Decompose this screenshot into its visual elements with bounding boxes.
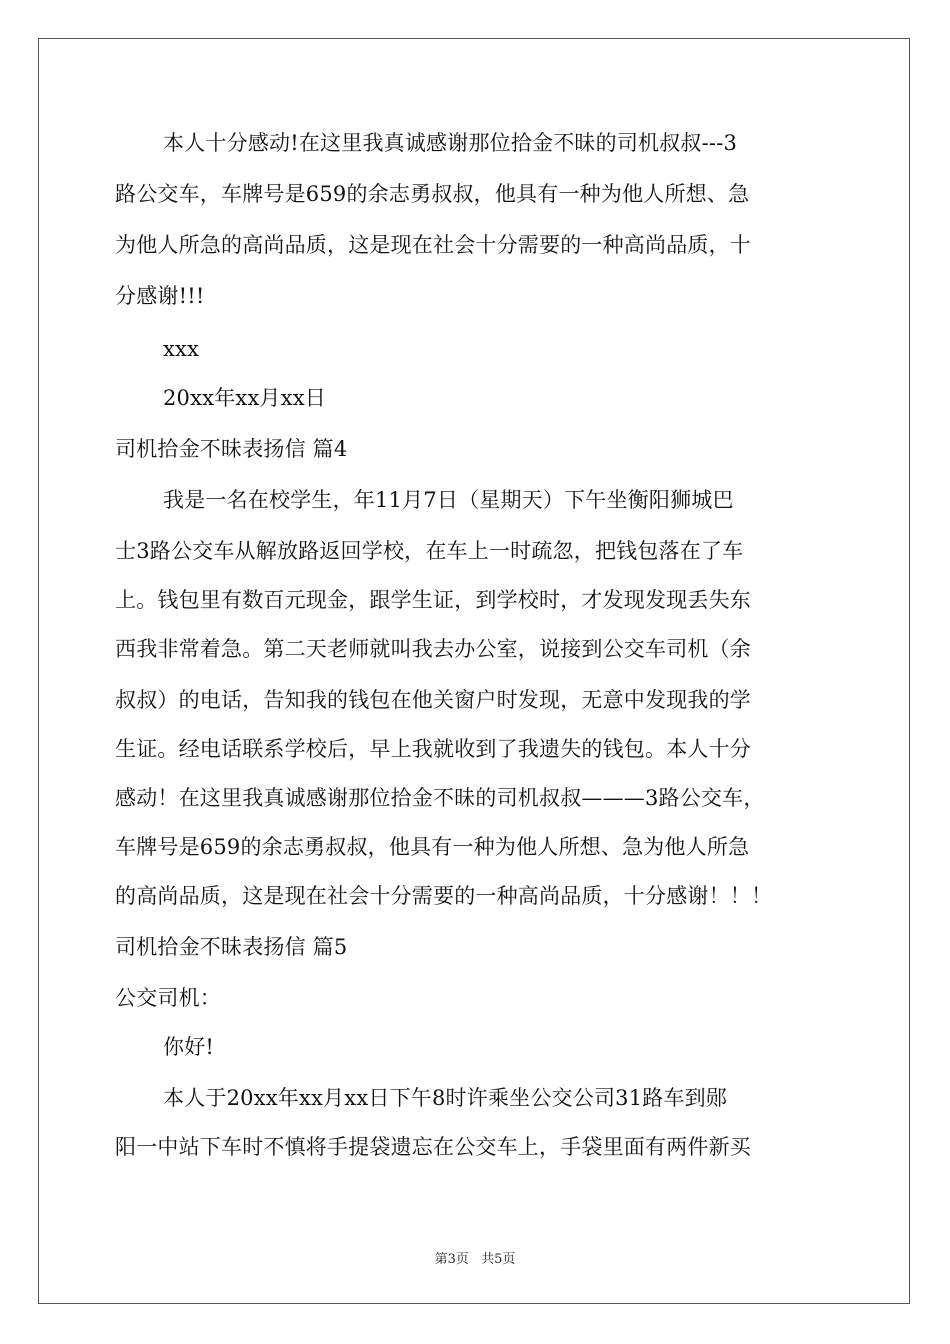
paragraph-line: 生证。经电话联系学校后，早上我就收到了我遗失的钱包。本人十分: [115, 737, 751, 761]
paragraph-line: 上。钱包里有数百元现金，跟学生证，到学校时，才发现发现丢失东: [115, 588, 751, 612]
paragraph-line: 本人于20xx年xx月xx日下午8时许乘坐公交公司31路车到郧: [163, 1086, 728, 1110]
paragraph-line: 分感谢!!!: [115, 284, 205, 308]
salutation: 公交司机：: [115, 986, 221, 1010]
page-total: 共5页: [481, 1252, 516, 1267]
paragraph-line: 我是一名在校学生，年11月7日（星期天）下午坐衡阳狮城巴: [163, 488, 734, 512]
paragraph-line: 路公交车，车牌号是659的余志勇叔叔，他具有一种为他人所想、急: [115, 182, 750, 206]
paragraph-line: 本人十分感动!在这里我真诚感谢那位拾金不昧的司机叔叔---3: [163, 131, 738, 155]
greeting: 你好!: [163, 1035, 215, 1059]
paragraph-line: 阳一中站下车时不慎将手提袋遗忘在公交车上，手袋里面有两件新买: [115, 1135, 751, 1159]
paragraph-line: 车牌号是659的余志勇叔叔，他具有一种为他人所想、急为他人所急: [115, 835, 750, 859]
paragraph-line: 西我非常着急。第二天老师就叫我去办公室，说接到公交车司机（余: [115, 637, 751, 661]
paragraph-line: 感动！在这里我真诚感谢那位拾金不昧的司机叔叔———3路公交车，: [115, 786, 765, 810]
signature-name: xxx: [163, 337, 200, 361]
paragraph-line: 叔叔）的电话，告知我的钱包在他关窗户时发现，无意中发现我的学: [115, 688, 751, 712]
page-number: 第3页: [434, 1252, 469, 1267]
page-footer: [0, 1248, 950, 1267]
signature-date: 20xx年xx月xx日: [163, 386, 326, 410]
paragraph-line: 士3路公交车从解放路返回学校，在车上一时疏忽，把钱包落在了车: [115, 539, 744, 563]
paragraph-line: 为他人所急的高尚品质，这是现在社会十分需要的一种高尚品质，十: [115, 233, 751, 257]
section-heading: 司机拾金不昧表扬信 篇5: [115, 935, 348, 959]
page-border: [38, 38, 910, 1304]
section-heading: 司机拾金不昧表扬信 篇4: [115, 437, 348, 461]
paragraph-line: 的高尚品质，这是现在社会十分需要的一种高尚品质，十分感谢！！！: [115, 884, 773, 908]
